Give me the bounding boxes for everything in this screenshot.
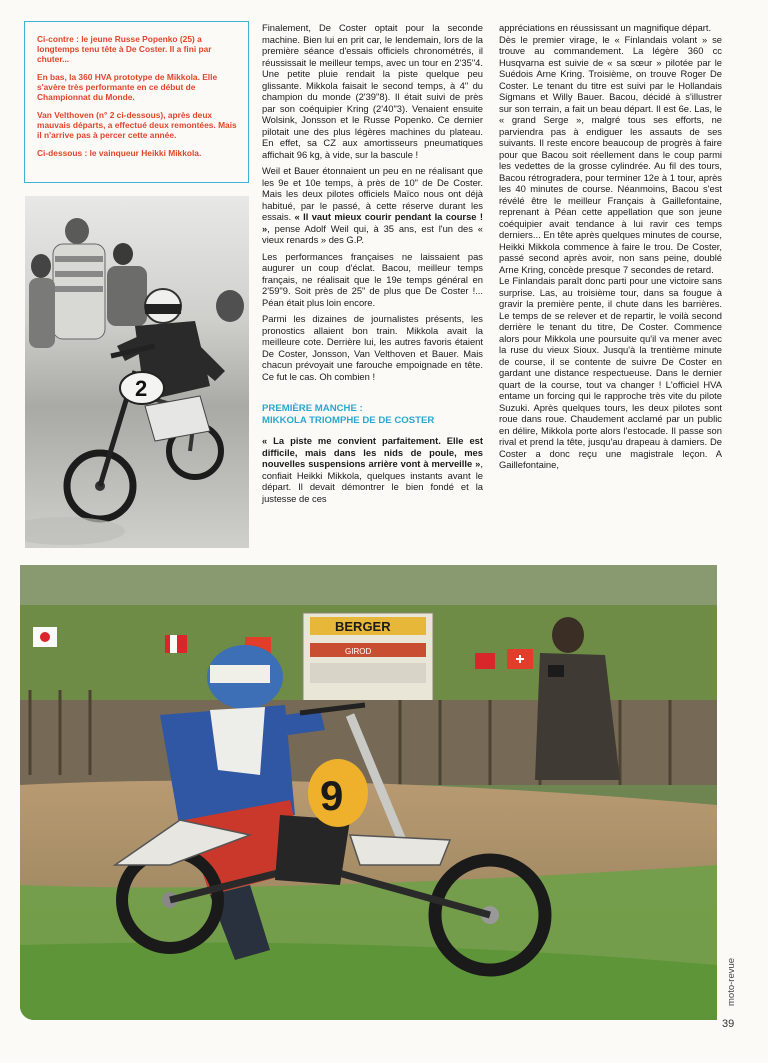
article-column-3 (499, 22, 722, 476)
photo-van-velthoven (25, 196, 249, 548)
caption-box (24, 21, 249, 183)
quote-mikkola: « La piste me convient parfaitement. Elle est difficile, mais dans les nids de poule, mes nouvelles suspensions arrière vont à merveille » (262, 435, 483, 469)
photo-mikkola (20, 565, 717, 1020)
paragraph: Weil et Bauer étonnaient un peu en ne réalisant que les 9e et 10e temps, à près de 10" de De Coster. Mais les deux pilotes officiels Maïco nous ont déjà habitué, par le passé, à cette réserve durant les essais. « Il vaut mieux courir pendant la course ! », pense Adolf Weil qui, à 35 ans, est l'un des « vieux renards » des G.P. (262, 165, 483, 245)
paragraph: Parmi les dizaines de journalistes présents, les pronostics allaient bon train. Mikkola avait la meilleure cote. Derrière lui, les autres favoris étaient De Coster, Jonsson, Van Velthoven et Bauer. Mais chacun prévoyait une farouche empoignade en tête. Ce fut le cas. Oh combien ! (262, 313, 483, 382)
paragraph: Dès le premier virage, le « Finlandais volant » se trouve au commandement. La légère 360 cc Husqvarna est suivie de « sa sœur » pilotée par le Suédois Arne Kring. Troisième, on trouve Roger De Coster. Le tenant du titre est suivi par le Hollandais Sigmans et Willy Bauer. Bacou, décidé à s'illustrer sur son terrain, a fait un beau départ. Il est 6e. Las, le « grand Serge », malgré tous ses efforts, ne parviendra pas à endiguer les assauts de ses suivants. Il reste encore beaucoup de progrès à faire pour que Bacou soit réellement dans le coup parmi les vedettes de la grosse cylindrée. Au fil des tours, Bacou rétrogradera, pour terminer 12e à 1 tour, après les 40 minutes de course. Néanmoins, Bacou s'est révélé être le meilleur Français à Gaillefontaine, reprenant à Péan cette appellation que son jeune coéquipier avait tendance à lui ravir ces temps derniers... En tête après quelques minutes de course, Heikki Mikkola commence à faire le trou. De Coster, passé second après avoir, non sans peine, doublé Arne Kring, concède presque 7 secondes de retard. (499, 33, 722, 275)
paragraph: Les performances françaises ne laissaient pas augurer un coup d'éclat. Bacou, meilleur temps français, ne réalisait que le 19e temps général en 2'59"9. Soit près de 25" de plus que De Coster !... Péan était plus loin encore. (262, 250, 483, 308)
paragraph: « La piste me convient parfaitement. Elle est difficile, mais dans les nids de poule, mes nouvelles suspensions arrière vont à merveille », confiait Heikki Mikkola, quelques instants avant le départ. Il devait démontrer le bien fondé et la justesse de ces (262, 435, 483, 504)
page-number: 39 (722, 1018, 735, 1030)
article-column-2 (262, 22, 483, 509)
paragraph: Finalement, De Coster optait pour la seconde machine. Bien lui en prit car, le lendemain, lors de la première séance d'essais officiels chronométrés, il réussissait le meilleur temps, avec un tour en 2'35"4. Une petite pluie rendait la piste quelque peu glissante. Mikkola faisait le second temps, à 4" du champion du monde (2'39"8). Il était suivi de près par son coéquipier Kring (2'40"3). Venaient ensuite Wolsink, Jonsson et le Russe Popenko. Ce dernier pilotait une des plus légères machines du plateau. En effet, sa CZ aux amortisseurs pneumatiques affichait 96 kg, à vide, sur la bascule ! (262, 22, 483, 160)
section-heading: PREMIÈRE MANCHE : MIKKOLA TRIOMPHE DE DE COSTER (262, 403, 435, 426)
magazine-name: moto-revue (726, 957, 737, 1006)
banner-text: BERGER (335, 619, 391, 634)
bib-number-top: 2 (135, 376, 148, 401)
quote-weil: « Il vaut mieux courir pendant la course ! » (262, 211, 483, 234)
bib-number-bottom: 9 (320, 772, 344, 819)
caption-van-velthoven: Van Velthoven (n° 2 ci-dessous), après deux mauvais départs, a effectué deux remontées. Mais il n'arrive pas à percer cette année. (37, 110, 237, 140)
caption-popenko: Ci-contre : le jeune Russe Popenko (25) a longtemps tenu tête à De Coster. Il a fini par chuter... (37, 34, 212, 64)
paragraph: appréciations en réussissant un magnifique départ. (499, 22, 712, 33)
sub-banner-text: GIROD (345, 647, 372, 656)
paragraph: Le Finlandais paraît donc parti pour une victoire sans surprise. Las, au troisième tour, dans sa fougue à gravir la première pente, il chute dans les barrières. Le temps de se relever et de repartir, le voilà second derrière le tenant du titre, De Coster. Commence alors pour Mikkola une poursuite qu'il va mener avec la ruse du vieux Sioux. Jusqu'à la trentième minute de course, il se contente de suivre De Coster en gardant une distance respectueuse. Dans le dernier quart de la course, tout va changer ! L'officiel HVA entame un forcing qui le rapproche très vite du pilote Suzuki. Après quelques tours, les deux pilotes sont roue dans roue. Chaudement acclamé par un public en délire, Mikkola porte alors l'estocade. Il passe son rival et prend la tête, jusqu'au drapeau à damiers. De Coster a donc reçu une magistrale leçon. A Gaillefontaine, (499, 275, 722, 470)
caption-hva: En bas, la 360 HVA prototype de Mikkola. Elle s'avère très performante en ce début de Championnat du Monde. (37, 72, 218, 102)
caption-winner: Ci-dessous : le vainqueur Heikki Mikkola. (37, 148, 202, 158)
